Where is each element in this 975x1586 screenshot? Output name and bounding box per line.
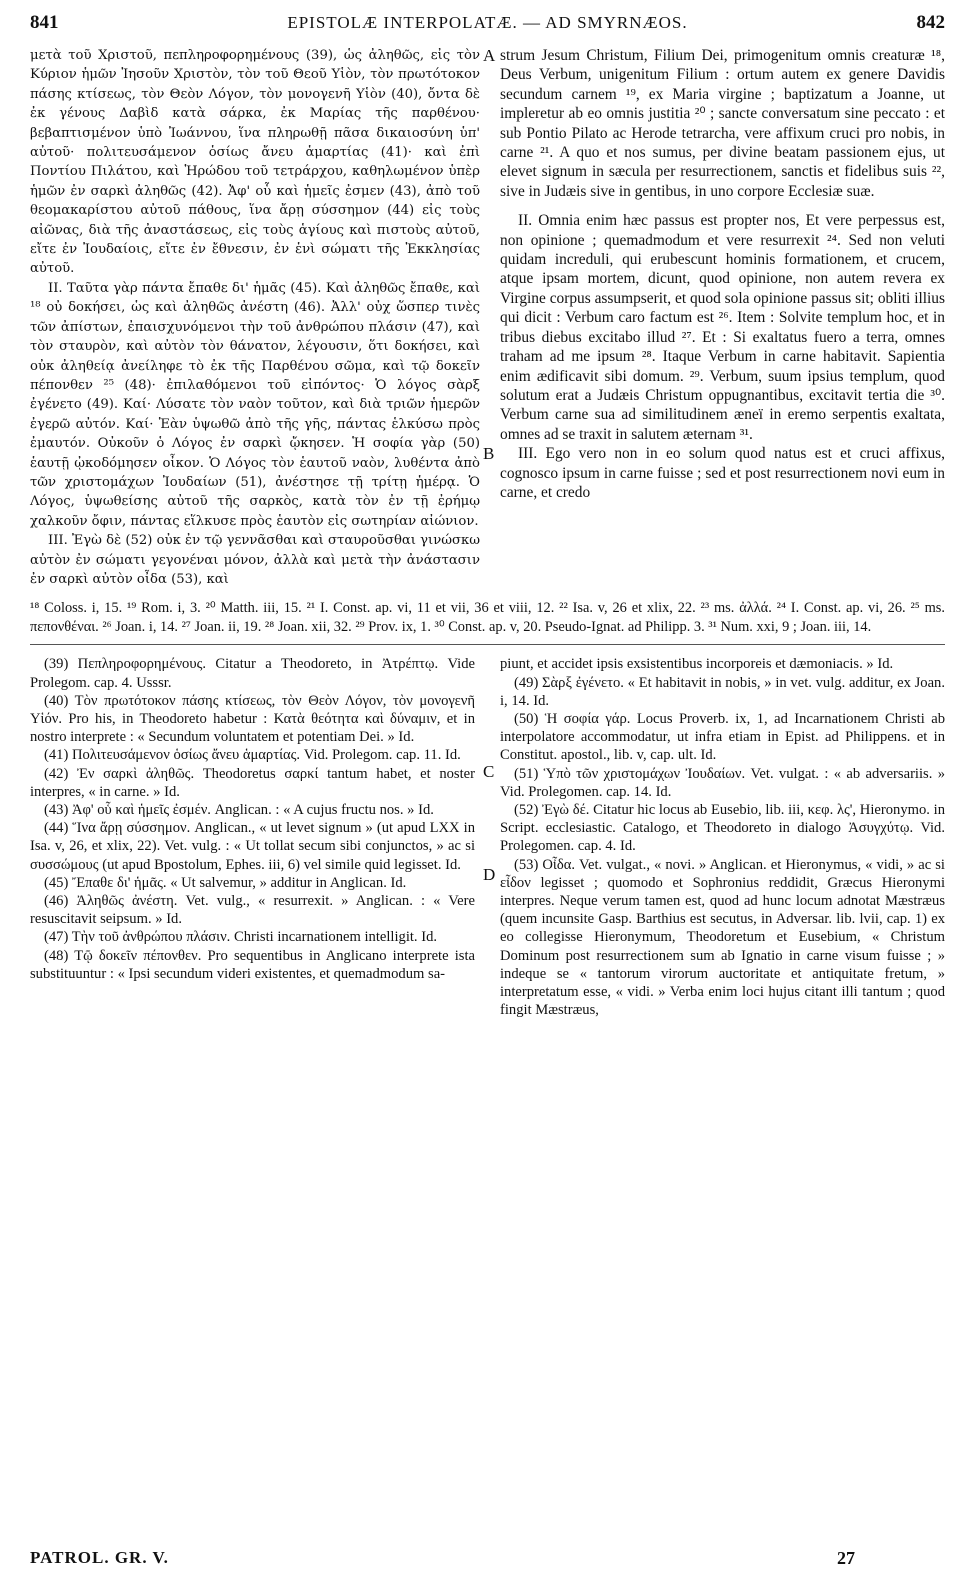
footnotes-left-column bbox=[30, 655, 475, 1019]
greek-column bbox=[30, 46, 480, 589]
latin-paragraph-1: strum Jesum Christum, Filium Dei, primogenitum omnis creaturæ ¹⁸, Deus Verbum, unigenitum Filium : ortum autem ex genere Davidis secundum carnem ¹⁹, ex Maria virgine ; baptizatum a Joanne, ut impleretur ab eo omnis justitia ²⁰ ; sancte conversatum sine peccato : et sub Pontio Pilato ac Herode tetrarcha, vere affixum cruci pro nobis, in carne ²¹. A quo et nos sumus, per divine beatam passionem ejus, ut elevet signum in sæcula per resurrectionem, sanctis et fidelibus suis ²², sive in Judæis sive in gentibus, in uno corpore Ecclesiæ suæ. bbox=[500, 47, 945, 200]
left-page-number: 841 bbox=[30, 12, 59, 33]
note-43: (43) Ἀφ' οὗ καὶ ἡμεῖς ἐσμέν. Anglican. : « A cujus fructu nos. » Id. bbox=[44, 802, 434, 818]
note-41: (41) Πολιτευσάμενον ὁσίως ἄνευ ἁμαρτίας. Vid. Prolegom. cap. 11. Id. bbox=[44, 747, 461, 764]
note-48-continued: piunt, et accidet ipsis exsistentibus incorporeis et dæmoniacis. » Id. bbox=[500, 656, 894, 673]
scripture-references: ¹⁸ Coloss. i, 15. ¹⁹ Rom. i, 3. ²⁰ Matth. iii, 15. ²¹ I. Const. ap. vi, 11 et vii, 36 et viii, 12. ²² Isa. v, 26 et xlix, 22. ²³ ms. ἀλλά. ²⁴ I. Const. ap. vi, 26. ²⁵ ms. πεπονθέναι. ²⁶ Joan. i, 14. ²⁷ Joan. ii, 19. ²⁸ Joan. xii, 32. ²⁹ Prov. ix, 1. ³⁰ Const. ap. v, 20. Pseudo-Ignat. ad Philipp. 3. ³¹ Num. xxi, 9 ; Joan. iii, 14. bbox=[30, 599, 945, 645]
note-50: (50) Ἡ σοφία γάρ. Locus Proverb. ix, 1, ad Incarnationem Christi ab interpolatore accommodatur, ut infra etiam in Epist. ad Philippens. et in Constitut. apostol., lib. v, cap. ult. Id. bbox=[500, 710, 945, 764]
greek-paragraph-2: II. Ταῦτα γὰρ πάντα ἔπαθε δι' ἡμᾶς (45). Καὶ ἀληθῶς ἔπαθε, καὶ ¹⁸ οὐ δοκήσει, ὡς καὶ ἀληθῶς ἀνέστη (46). Ἀλλ' οὐχ ὥσπερ τινὲς τῶν ἀπίστων, ἐπαισχυνόμενοι τὴν τοῦ ἀνθρώπου πλάσιν (47), καὶ τὸν σταυρὸν, καὶ αὐτὸν τὸν θάνατον, λέγουσιν, ὅτι δοκήσει, καὶ οὐκ ἀληθείᾳ ἀνείληφε τὸ ἐκ τῆς Παρθένου σῶμα, καὶ τῷ δοκεῖν πέπονθεν ²⁵ (48)· ἐπιλαθόμενοι τοῦ εἰπόντος· Ὁ λόγος σὰρξ ἐγένετο (49). Καί· Λύσατε τὸν ναὸν τοῦτον, καὶ διὰ τριῶν ἡμερῶν ἐγερῶ αὐτόν. Καί· Ἐὰν ὑψωθῶ ἀπὸ τῆς γῆς, πάντας ἑλκύσω πρὸς ἐμαυτόν. Οὐκοῦν ὁ Λόγος ἐν σαρκὶ ᾤκησεν. Ἡ σοφία γὰρ (50) ἑαυτῇ ᾠκοδόμησεν οἶκον. Ὁ Λόγος τὸν ἑαυτοῦ ναὸν, λυθέντα ἀπὸ τῶν χριστομάχων Ἰουδαίων (51), ἀνέστησε τῇ τρίτῃ ἡμέρᾳ. Ὁ Λόγος, ὑψωθείσης αὐτοῦ τῆς σαρκὸς, κατὰ τὸν ἐν τῇ ἐρήμῳ χαλκοῦν ὄφιν, πάντας εἵλκυσε πρὸς ἑαυτὸν εἰς σωτηρίαν αἰώνιον. bbox=[30, 280, 480, 529]
page-header bbox=[30, 12, 945, 46]
note-42: (42) Ἐν σαρκὶ ἀληθῶς. Theodoretus σαρκί tantum habet, et noster interpres, « in carne. » Id. bbox=[30, 765, 475, 800]
latin-paragraph-3: III. Ego vero non in eo solum quod natus est et cruci affixus, cognosco ipsum in carne fuisse ; sed et post resurrectionem novi eum in carne, et credo bbox=[500, 445, 945, 501]
note-48: (48) Τῷ δοκεῖν πέπονθεν. Pro sequentibus in Anglicano interprete ista substituuntur : « Ipsi secundum videri existentes, et quemadmodum sa- bbox=[30, 947, 475, 982]
margin-letter-d: D bbox=[483, 865, 496, 885]
note-44: (44) Ἵνα ἄρῃ σύσσημον. Anglican., « ut levet signum » (ut apud LXX in Isa. v, 26, et xlix, 22). Vet. vulg. : « Ut tollat secum sibi conjunctos, » ac si συσσώμους (ut apud Bpostolum, Ephes. iii, 6) vel simile quid legisset. Id. bbox=[30, 820, 475, 873]
margin-letter-b: B bbox=[483, 444, 495, 463]
footnotes bbox=[30, 655, 945, 1019]
note-39: (39) Πεπληροφορημένους. Citatur a Theodoreto, in Ἀτρέπτῳ. Vide Prolegom. cap. 4. Usssr. bbox=[30, 656, 475, 691]
page bbox=[30, 12, 945, 1019]
margin-letter-c: C bbox=[483, 762, 495, 781]
note-47: (47) Τὴν τοῦ ἀνθρώπου πλάσιν. Christi incarnationem intelligit. Id. bbox=[44, 929, 438, 946]
gathering-number: 27 bbox=[837, 1548, 855, 1568]
note-49: (49) Σὰρξ ἐγένετο. « Et habitavit in nobis, » in vet. vulg. additur, ex Joan. i, 14. Id. bbox=[500, 674, 945, 709]
right-page-number: 842 bbox=[916, 12, 945, 33]
latin-paragraph-2: II. Omnia enim hæc passus est propter nos, Et vere perpessus est, non opinione ; quemadmodum et vere resurrexit ²⁴. Sed non veluti quidam increduli, qui erubescunt hominis formationem, et crucem, atque ipsam mortem, dicunt, quod opinione, non autem revera ex Virgine corpus assumpserit, et quod sola opinione passus sit; obliti illius qui dicit : Verbum caro factum est ²⁶. Item : Solvite templum hoc, et in tribus diebus excitabo illud ²⁷. Et : Si exaltatus fuero a terra, omnes traham ad me ipsum ²⁸. Itaque Verbum in carne habitavit. Sapientia enim ædificavit sibi domum. ²⁹. Verbum, suum ipsius templum, quod solutum erat a Judæis Christum oppugnantibus, excitavit tertia die ³⁰. Verbum carne sua ad similitudinem æneï in eremo serpentis exaltata, omnes ad se traxit in salutem æternam ³¹. bbox=[500, 212, 945, 443]
latin-column bbox=[500, 46, 945, 589]
note-40: (40) Τὸν πρωτότοκον πάσης κτίσεως, τὸν Θεὸν Λόγον, τὸν μονογενῆ Υἱόν. Pro his, in Theodoreto habetur : Κατὰ θεότητα καὶ δύναμιν, et in nostro interprete : « Secundum voluntatem et potentiam Dei. » Id. bbox=[30, 692, 475, 746]
note-45: (45) Ἔπαθε δι' ἡμᾶς. « Ut salvemur, » additur in Anglican. Id. bbox=[44, 874, 407, 891]
footnotes-right-column bbox=[500, 655, 945, 1019]
greek-paragraph-1: μετὰ τοῦ Χριστοῦ, πεπληροφορημένους (39), ὡς ἀληθῶς, εἰς τὸν Κύριον ἡμῶν Ἰησοῦν Χριστὸν, τὸν τοῦ Θεοῦ Υἱὸν, τὸν πρωτότοκον πάσης κτίσεως, τὸν Θεὸν Λόγον, τὸν μονογενῆ Υἱὸν (40), ὄντα δὲ ἐκ γένους Δαβὶδ κατὰ σάρκα, ἐκ Μαρίας τῆς παρθένου· βεβαπτισμένον ὑπὸ Ἰωάννου, ἵνα πληρωθῇ πᾶσα δικαιοσύνη ὑπ' αὐτοῦ· πολιτευσάμενον ὁσίως ἄνευ ἁμαρτίας (41)· καὶ ἐπὶ Ποντίου Πιλάτου, καὶ Ἡρώδου τοῦ τετράρχου, καθηλωμένον ὑπὲρ ἡμῶν ἐν σαρκὶ ἀληθῶς (42). Ἀφ' οὗ καὶ ἡμεῖς ἐσμεν (43), ἀπὸ τοῦ θεομακαρίστου αὐτοῦ πάθους, ἵνα ἄρῃ σύσσημον (44) εἰς τοὺς αἰῶνας, διὰ τῆς ἀναστάσεως, εἰς τοὺς ἁγίους καὶ πιστοὺς αὐτοῦ, εἴτε ἐν Ἰουδαίοις, εἴτε ἐν ἔθνεσιν, ἐν ἑνὶ σώματι τῆς Ἐκκλησίας αὐτοῦ. bbox=[30, 48, 480, 277]
note-53: (53) Οἶδα. Vet. vulgat., « novi. » Anglican. et Hieronymus, « vidi, » ac si εἶδον legisset ; quomodo et Sophronius reddidit, Græcus Hieronymi interpres. Neque verum tamen est, quod ad hunc locum adnotat Mæstræus (quem incunsite Gasp. Barthius est secutus, in Adversar. lib. lvii, cap. 1) ex eo collegisse Hieronymum, Theodoretum et Eusebium, « Christum Dominum post resurrectionem sum ab Ignatio in carne visum fuisse ; » indeque se « tantorum virorum auctoritate et antiquitate fretum, » interpretatum esse, « vidi. » Verba enim loci hujus citant illi tantum ; quod fingit Mæstræus, bbox=[500, 856, 945, 1019]
volume-signature: PATROL. GR. V. bbox=[30, 1548, 169, 1567]
note-46: (46) Ἀληθῶς ἀνέστη. Vet. vulg., « resurrexit. » Anglican. : « Vere resuscitavit seipsum. » Id. bbox=[30, 893, 475, 928]
note-52: (52) Ἐγὼ δέ. Citatur hic locus ab Eusebio, lib. iii, κεφ. λς', Hieronymo. in Script. ecclesiastic. Catalogo, et Theodoreto in dialogo Ἀσυγχύτῳ. Vid. Prolegomen. cap. 4. Id. bbox=[500, 802, 945, 855]
note-51: (51) Ὑπὸ τῶν χριστομάχων Ἰουδαίων. Vet. vulgat. : « ab adversariis. » Vid. Prolegomen. cap. 14. Id. bbox=[500, 765, 945, 800]
greek-paragraph-3: III. Ἐγὼ δὲ (52) οὐκ ἐν τῷ γεννᾶσθαι καὶ σταυροῦσθαι γινώσκω αὐτὸν ἐν σώματι γεγονέναι μόνον, ἀλλὰ καὶ μετὰ τὴν ἀνάστασιν ἐν σαρκὶ αὐτὸν οἶδα (53), καὶ bbox=[30, 533, 480, 587]
running-title: EPISTOLÆ INTERPOLATÆ. — AD SMYRNÆOS. bbox=[287, 13, 688, 32]
page-footer bbox=[30, 1548, 945, 1569]
margin-letter-a: A bbox=[483, 46, 496, 65]
